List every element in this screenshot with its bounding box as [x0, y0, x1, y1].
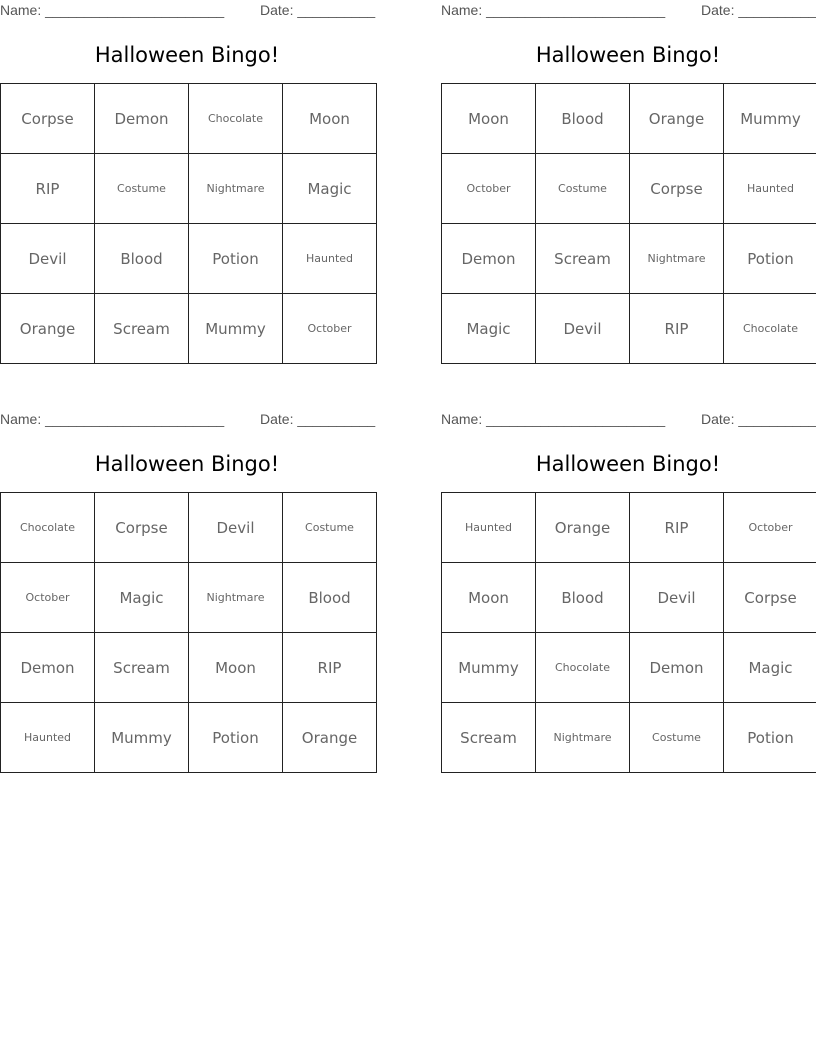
bingo-cell: Costume	[283, 493, 377, 563]
bingo-cell: RIP	[630, 294, 724, 364]
card-header	[441, 411, 816, 429]
bingo-cell: Blood	[95, 224, 189, 294]
bingo-cell: Moon	[283, 84, 377, 154]
card-title: Halloween Bingo!	[94, 452, 280, 476]
bingo-cell: Scream	[442, 703, 536, 773]
bingo-grid	[441, 83, 816, 364]
bingo-cell: Potion	[724, 224, 816, 294]
bingo-cell: Scream	[95, 633, 189, 703]
grid-row	[1, 294, 377, 364]
grid-row	[442, 493, 816, 563]
grid-row	[442, 154, 816, 224]
bingo-cell: Chocolate	[536, 633, 630, 703]
grid-row	[1, 633, 377, 703]
bingo-cell: Moon	[442, 84, 536, 154]
bingo-cell: Costume	[95, 154, 189, 224]
bingo-cell: Potion	[189, 224, 283, 294]
bingo-cell: Costume	[536, 154, 630, 224]
bingo-grid	[0, 83, 377, 364]
bingo-cell: Orange	[536, 493, 630, 563]
bingo-cell: Moon	[442, 563, 536, 633]
grid-row	[1, 154, 377, 224]
bingo-cell: Blood	[536, 563, 630, 633]
bingo-cell: Blood	[283, 563, 377, 633]
bingo-cell: Nightmare	[536, 703, 630, 773]
grid-row	[442, 224, 816, 294]
bingo-cell: Nightmare	[189, 154, 283, 224]
bingo-cell: Magic	[442, 294, 536, 364]
bingo-cell: October	[442, 154, 536, 224]
bingo-cell: Chocolate	[1, 493, 95, 563]
bingo-cell: October	[724, 493, 816, 563]
card-header	[441, 2, 816, 20]
card-title: Halloween Bingo!	[535, 452, 721, 476]
bingo-cell: Mummy	[724, 84, 816, 154]
name-field[interactable]: Name: _______________________	[0, 2, 225, 18]
date-field[interactable]: Date: __________	[260, 411, 376, 427]
grid-row	[442, 294, 816, 364]
bingo-grid	[441, 492, 816, 773]
bingo-cell: Costume	[630, 703, 724, 773]
bingo-cell: Devil	[189, 493, 283, 563]
name-field[interactable]: Name: _______________________	[441, 2, 666, 18]
name-field[interactable]: Name: _______________________	[0, 411, 225, 427]
bingo-cell: Devil	[536, 294, 630, 364]
bingo-grid	[0, 492, 377, 773]
date-field[interactable]: Date: __________	[260, 2, 376, 18]
bingo-cell: Demon	[442, 224, 536, 294]
bingo-cell: Nightmare	[189, 563, 283, 633]
bingo-cell: Chocolate	[724, 294, 816, 364]
date-field[interactable]: Date: __________	[701, 411, 816, 427]
grid-row	[442, 563, 816, 633]
bingo-cell: Demon	[1, 633, 95, 703]
bingo-cell: Corpse	[95, 493, 189, 563]
bingo-cell: Potion	[724, 703, 816, 773]
bingo-cell: RIP	[1, 154, 95, 224]
bingo-cell: Scream	[95, 294, 189, 364]
bingo-cell: Orange	[283, 703, 377, 773]
bingo-cell: Nightmare	[630, 224, 724, 294]
bingo-cell: Blood	[536, 84, 630, 154]
bingo-cell: Magic	[95, 563, 189, 633]
grid-row	[442, 633, 816, 703]
grid-row	[1, 493, 377, 563]
bingo-cell: Haunted	[1, 703, 95, 773]
bingo-cell: October	[283, 294, 377, 364]
bingo-cell: Corpse	[724, 563, 816, 633]
bingo-cell: Mummy	[95, 703, 189, 773]
bingo-cell: Scream	[536, 224, 630, 294]
bingo-cell: Orange	[630, 84, 724, 154]
bingo-cell: Demon	[95, 84, 189, 154]
bingo-cell: Potion	[189, 703, 283, 773]
bingo-cell: Mummy	[189, 294, 283, 364]
bingo-cell: October	[1, 563, 95, 633]
card-title: Halloween Bingo!	[535, 43, 721, 67]
date-field[interactable]: Date: __________	[701, 2, 816, 18]
grid-row	[1, 84, 377, 154]
card-title: Halloween Bingo!	[94, 43, 280, 67]
bingo-cell: Chocolate	[189, 84, 283, 154]
bingo-cell: Haunted	[442, 493, 536, 563]
bingo-cell: Corpse	[1, 84, 95, 154]
grid-row	[1, 224, 377, 294]
card-header	[0, 411, 376, 429]
bingo-cell: Devil	[1, 224, 95, 294]
bingo-cell: Magic	[283, 154, 377, 224]
grid-row	[442, 84, 816, 154]
bingo-cell: RIP	[283, 633, 377, 703]
bingo-cell: Devil	[630, 563, 724, 633]
grid-row	[442, 703, 816, 773]
bingo-cell: Haunted	[724, 154, 816, 224]
bingo-cell: Moon	[189, 633, 283, 703]
name-field[interactable]: Name: _______________________	[441, 411, 666, 427]
bingo-cell: Demon	[630, 633, 724, 703]
grid-row	[1, 563, 377, 633]
card-header	[0, 2, 376, 20]
bingo-cell: Haunted	[283, 224, 377, 294]
bingo-cell: RIP	[630, 493, 724, 563]
bingo-cell: Mummy	[442, 633, 536, 703]
grid-row	[1, 703, 377, 773]
bingo-cell: Corpse	[630, 154, 724, 224]
bingo-cell: Magic	[724, 633, 816, 703]
bingo-cell: Orange	[1, 294, 95, 364]
